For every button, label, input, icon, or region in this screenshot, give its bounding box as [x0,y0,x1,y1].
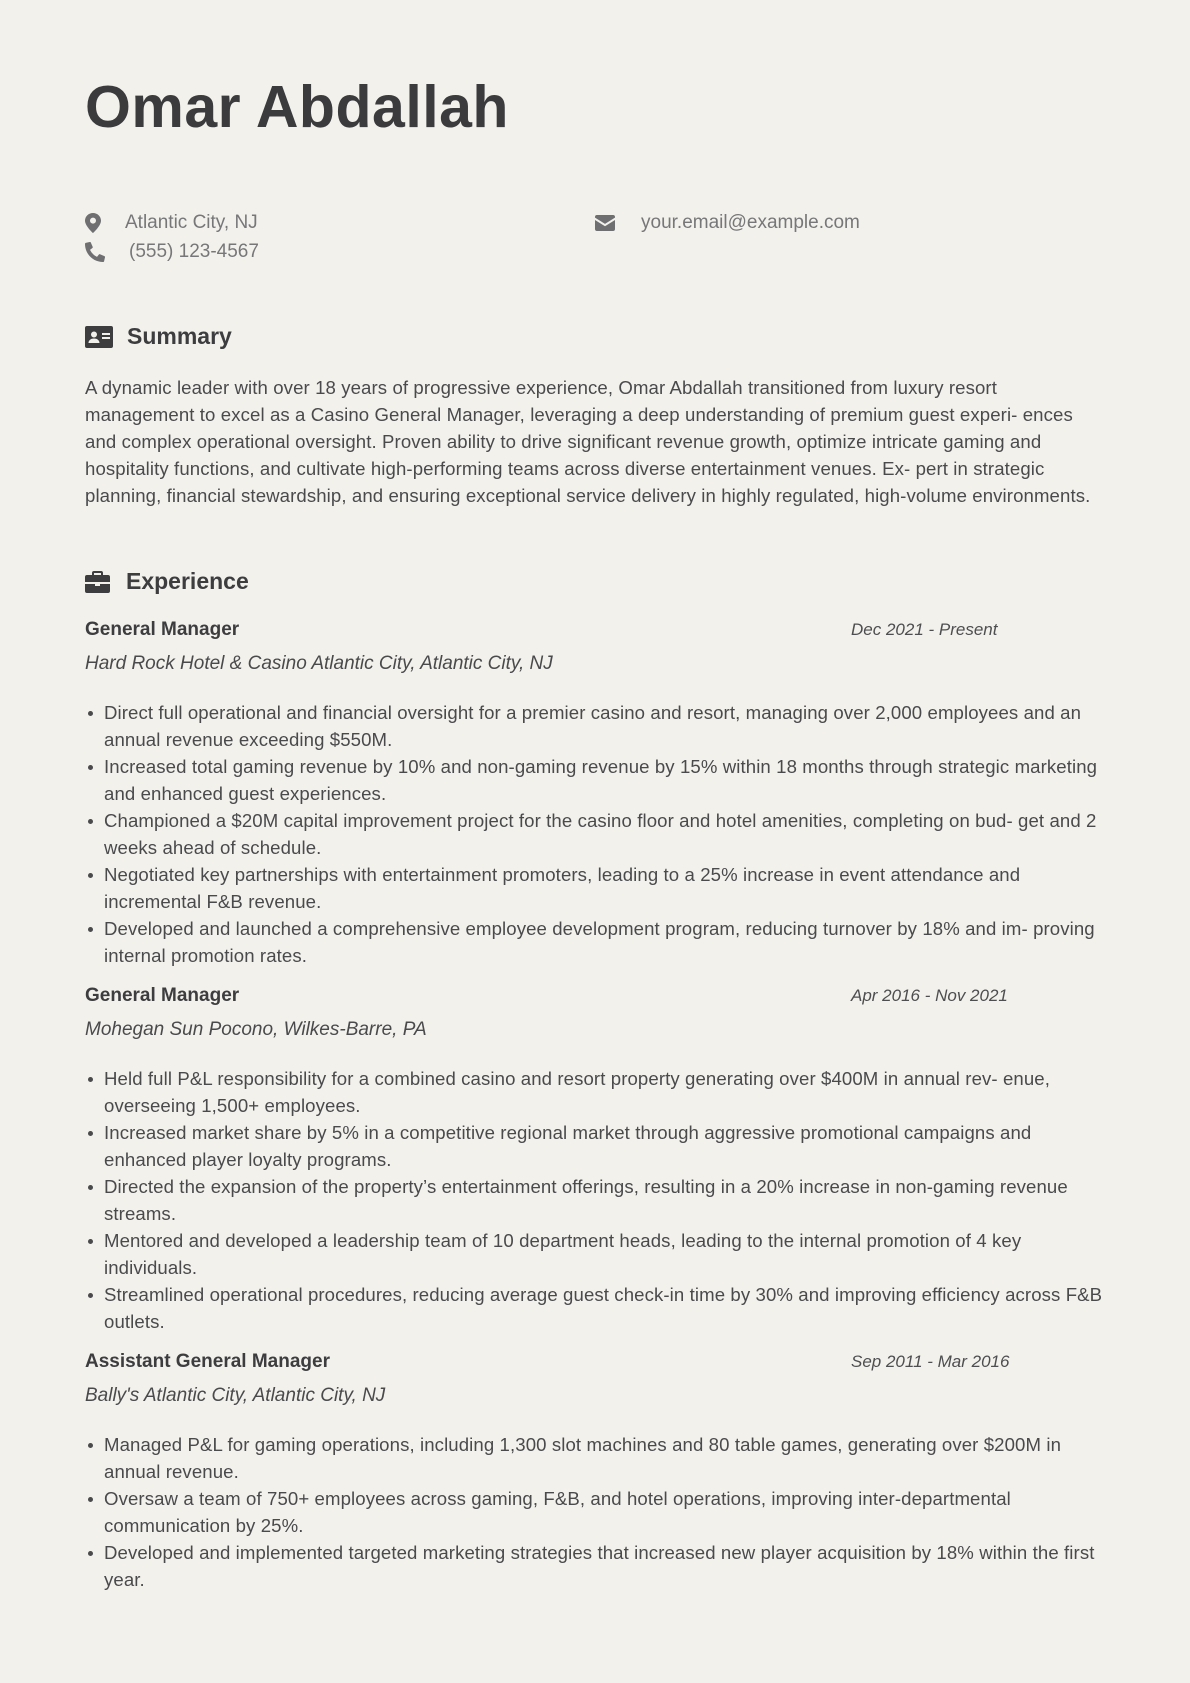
briefcase-icon [85,571,110,593]
list-item: Held full P&L responsibility for a combined casino and resort property generating over $400M in annual rev- enue, overseeing 1,500+ employees. [85,1065,1105,1119]
map-marker-icon [85,213,101,233]
list-item: Streamlined operational procedures, reducing average guest check-in time by 30% and improving efficiency across F&B outlets. [85,1281,1105,1335]
experience-title: Experience [126,568,249,594]
list-item: Championed a $20M capital improvement project for the casino floor and hotel amenities, completing on bud- get and 2 weeks ahead of schedule. [85,807,1105,861]
list-item: Mentored and developed a leadership team of 10 department heads, leading to the internal promotion of 4 key individuals. [85,1227,1105,1281]
job-company: Hard Rock Hotel & Casino Atlantic City, Atlantic City, NJ [85,653,553,674]
list-item: Directed the expansion of the property’s entertainment offerings, resulting in a 20% increase in non-gaming revenue streams. [85,1173,1105,1227]
list-item: Developed and implemented targeted marketing strategies that increased new player acquisition by 18% within the first year. [85,1539,1105,1593]
job-company: Bally's Atlantic City, Atlantic City, NJ [85,1385,386,1406]
job-company: Mohegan Sun Pocono, Wilkes-Barre, PA [85,1019,427,1040]
job-bullets [85,699,1105,969]
job-dates: Sep 2011 - Mar 2016 [851,1352,1010,1371]
job-title: Assistant General Manager [85,1351,330,1372]
phone-icon [85,242,105,262]
contact-email [595,212,860,234]
list-item: Increased total gaming revenue by 10% and non-gaming revenue by 15% within 18 months through strategic marketing and enhanced guest experiences. [85,753,1105,807]
list-item: Increased market share by 5% in a competitive regional market through aggressive promotional campaigns and enhanced player loyalty programs. [85,1119,1105,1173]
job-bullets [85,1431,1105,1593]
summary-heading [85,323,232,350]
location-text: Atlantic City, NJ [125,212,258,233]
envelope-icon [595,215,615,231]
job-dates: Apr 2016 - Nov 2021 [851,986,1008,1005]
job-dates: Dec 2021 - Present [851,620,998,639]
job-title: General Manager [85,619,240,640]
list-item: Managed P&L for gaming operations, including 1,300 slot machines and 80 table games, generating over $200M in annual revenue. [85,1431,1105,1485]
email-text: your.email@example.com [641,212,860,233]
phone-text: (555) 123-4567 [129,241,259,262]
job-title: General Manager [85,985,240,1006]
experience-heading [85,568,249,595]
contact-location [85,212,258,234]
summary-text: A dynamic leader with over 18 years of progressive experience, Omar Abdallah transitioned from luxury resort management to excel as a Casino General Manager, leveraging a deep understanding of premium guest experi- ences and complex operational oversight. Proven ability to drive significant revenue growth, optimize intricate gaming and hospitality functions, and cultivate high-performing teams across diverse entertainment venues. Ex- pert in strategic planning, financial stewardship, and ensuring exceptional service delivery in highly regulated, high-volume environments. [85,377,1091,506]
list-item: Developed and launched a comprehensive employee development program, reducing turnover by 18% and im- proving internal promotion rates. [85,915,1105,969]
contact-phone [85,241,259,263]
candidate-name: Omar Abdallah [85,74,509,140]
summary-title: Summary [127,323,232,349]
list-item: Direct full operational and financial oversight for a premier casino and resort, managing over 2,000 employees and an annual revenue exceeding $550M. [85,699,1105,753]
list-item: Oversaw a team of 750+ employees across gaming, F&B, and hotel operations, improving inter-departmental communication by 25%. [85,1485,1105,1539]
id-card-icon [85,326,113,348]
list-item: Negotiated key partnerships with entertainment promoters, leading to a 25% increase in event attendance and incremental F&B revenue. [85,861,1105,915]
job-bullets [85,1065,1105,1335]
